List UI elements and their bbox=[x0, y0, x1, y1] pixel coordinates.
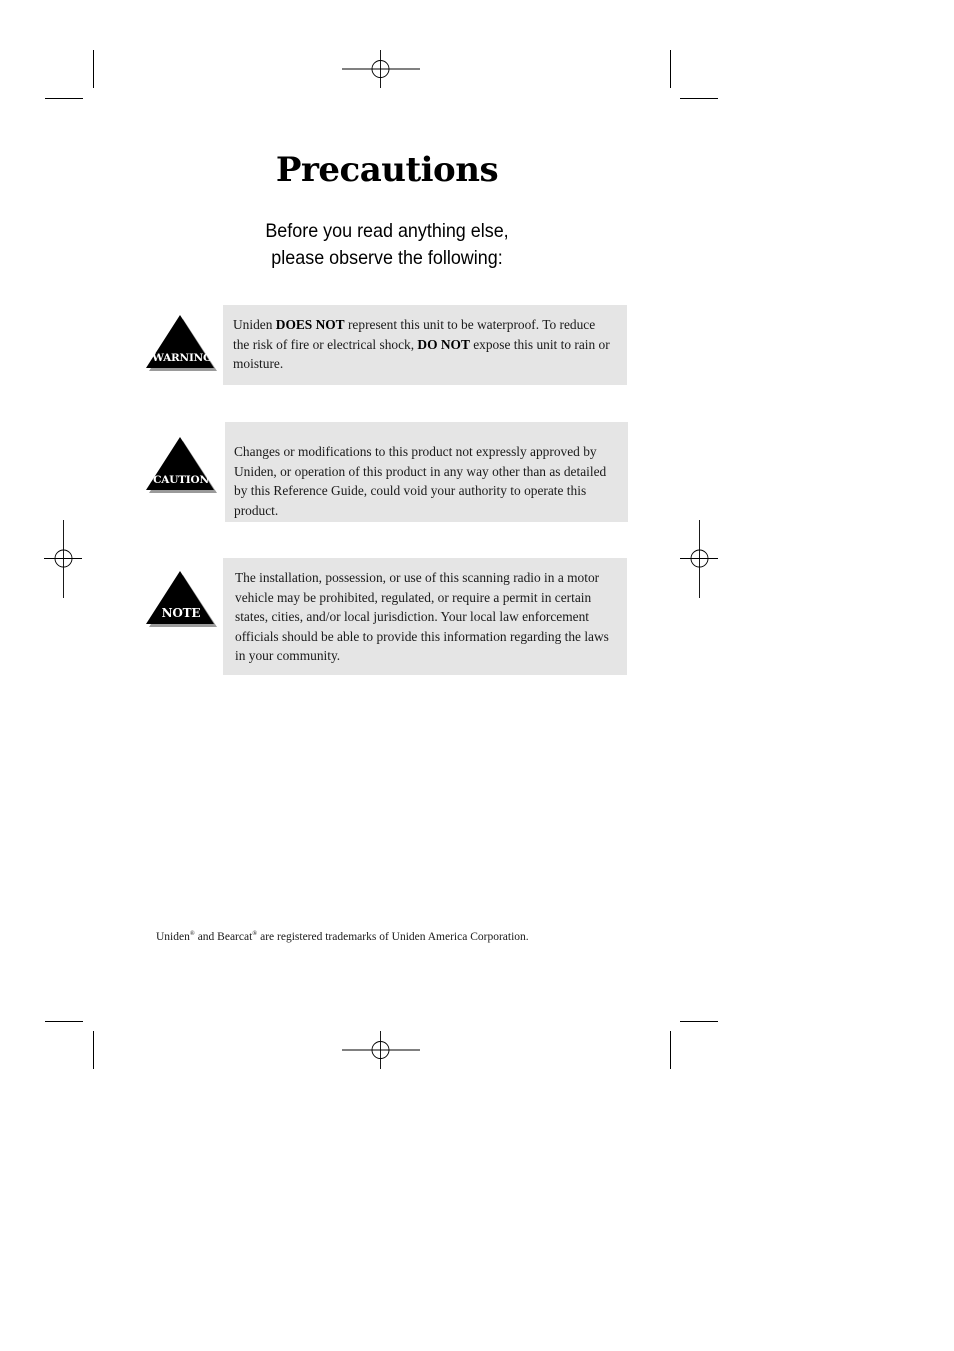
crop-mark bbox=[670, 50, 671, 88]
crop-mark bbox=[45, 1021, 83, 1022]
registration-mark bbox=[342, 1031, 422, 1071]
crop-mark bbox=[93, 50, 94, 88]
note-text: The installation, possession, or use of this scanning radio in a motor vehicle may be prohibited, regulated, or require a permit in certain states, cities, and/or local jurisdiction. Your local law enforcement officials should be able to provide this information regarding the laws in your community. bbox=[235, 570, 609, 663]
subtitle-line: please observe the following: bbox=[271, 247, 503, 269]
warning-emphasis: DO NOT bbox=[417, 336, 470, 352]
footnote-text: and Bearcat bbox=[194, 931, 253, 943]
caution-box bbox=[225, 422, 628, 522]
warning-text-part: represent this unit to be waterproof. To reduce the risk of fire or electrical shock, bbox=[233, 317, 596, 352]
registration-mark bbox=[680, 520, 720, 600]
crop-mark bbox=[680, 98, 718, 99]
trademark-footnote bbox=[156, 931, 656, 943]
registration-mark bbox=[44, 520, 84, 600]
warning-text-part: Uniden bbox=[233, 317, 276, 332]
registration-mark bbox=[342, 50, 422, 90]
crop-mark bbox=[45, 98, 83, 99]
note-icon-label: NOTE bbox=[161, 606, 201, 620]
note-icon bbox=[141, 568, 221, 630]
warning-text bbox=[233, 315, 611, 374]
registered-mark: ® bbox=[189, 930, 195, 938]
note-box bbox=[223, 558, 627, 675]
crop-mark bbox=[680, 1021, 718, 1022]
caution-text: Changes or modifications to this product not expressly approved by Uniden, or operation of this product in any way other than as detailed by this Reference Guide, could void your authority to operate this product. bbox=[234, 444, 607, 518]
crop-mark bbox=[670, 1031, 671, 1069]
page-title: Precautions bbox=[275, 150, 499, 190]
caution-icon-label: CAUTION bbox=[153, 474, 209, 486]
footnote-text: are registered trademarks of Uniden America Corporation. bbox=[257, 931, 529, 943]
crop-mark bbox=[93, 1031, 94, 1069]
warning-box bbox=[223, 305, 627, 385]
caution-icon bbox=[141, 434, 221, 496]
warning-icon bbox=[141, 312, 221, 374]
registered-mark: ® bbox=[252, 930, 258, 938]
warning-text-part: expose this unit to rain or moisture. bbox=[233, 336, 610, 371]
page-subtitle bbox=[215, 218, 559, 272]
footnote-text: Uniden bbox=[156, 931, 190, 943]
warning-icon-label: WARNING bbox=[152, 352, 212, 364]
warning-emphasis: DOES NOT bbox=[275, 317, 345, 332]
subtitle-line: Before you read anything else, bbox=[265, 220, 509, 242]
